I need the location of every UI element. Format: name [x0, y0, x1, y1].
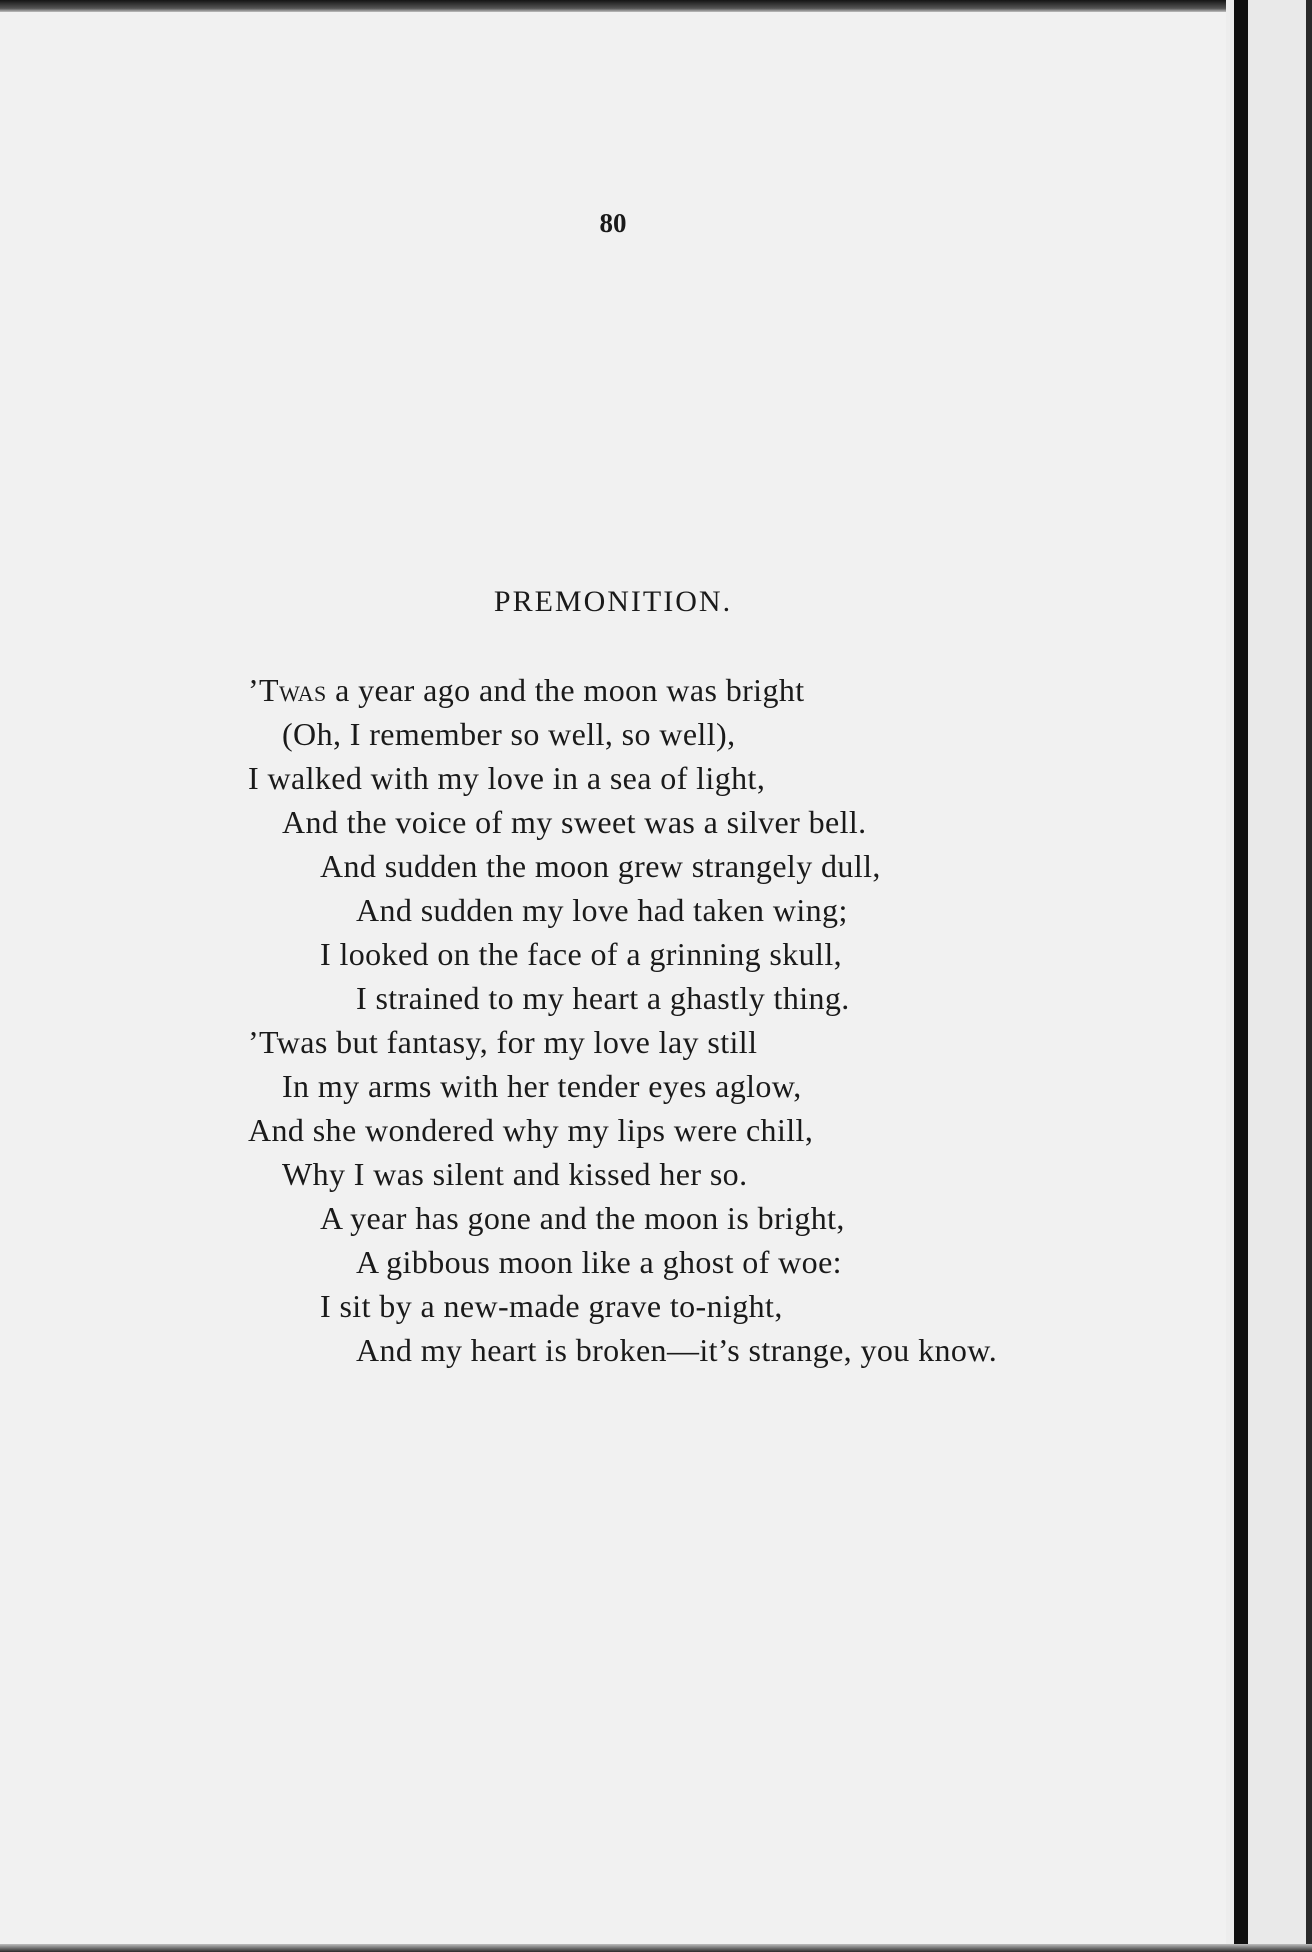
poem-line-1: [248, 668, 997, 712]
poem-line-13: A year has gone and the moon is bright,: [320, 1200, 845, 1236]
poem-body: [248, 668, 997, 1372]
poem-line-11: And she wondered why my lips were chill,: [248, 1112, 814, 1148]
binding-outer-edge: [1306, 0, 1312, 1952]
page-binding-edge: [1226, 0, 1312, 1952]
poem-line-14: A gibbous moon like a ghost of woe:: [356, 1244, 842, 1280]
poem-line-15: I sit by a new-made grave to-night,: [320, 1288, 783, 1324]
poem-line-2: (Oh, I remember so well, so well),: [282, 716, 736, 752]
poem-line-4: And the voice of my sweet was a silver bell.: [282, 804, 867, 840]
poem-line-16: And my heart is broken—it’s strange, you know.: [356, 1332, 998, 1368]
poem-title: PREMONITION.: [493, 585, 733, 618]
binding-dark-line: [1234, 0, 1248, 1952]
adjacent-page-strip: [1248, 0, 1306, 1952]
poem-line-1-text: a year ago and the moon was bright: [326, 672, 805, 708]
poem-line-3: I walked with my love in a sea of light,: [248, 760, 766, 796]
drop-word-lead: ’T: [248, 672, 280, 708]
drop-word-rest: was: [279, 672, 327, 708]
poem-line-8: I strained to my heart a ghastly thing.: [356, 980, 850, 1016]
bottom-page-edge: [0, 1944, 1312, 1952]
poem-line-9: ’Twas but fantasy, for my love lay still: [248, 1024, 758, 1060]
poem-line-6: And sudden my love had taken wing;: [356, 892, 848, 928]
top-page-edge: [0, 0, 1232, 12]
poem-line-5: And sudden the moon grew strangely dull,: [320, 848, 881, 884]
poem-line-12: Why I was silent and kissed her so.: [282, 1156, 748, 1192]
page-number: 80: [599, 208, 627, 238]
poem-line-10: In my arms with her tender eyes aglow,: [282, 1068, 802, 1104]
poem-line-7: I looked on the face of a grinning skull,: [320, 936, 843, 972]
